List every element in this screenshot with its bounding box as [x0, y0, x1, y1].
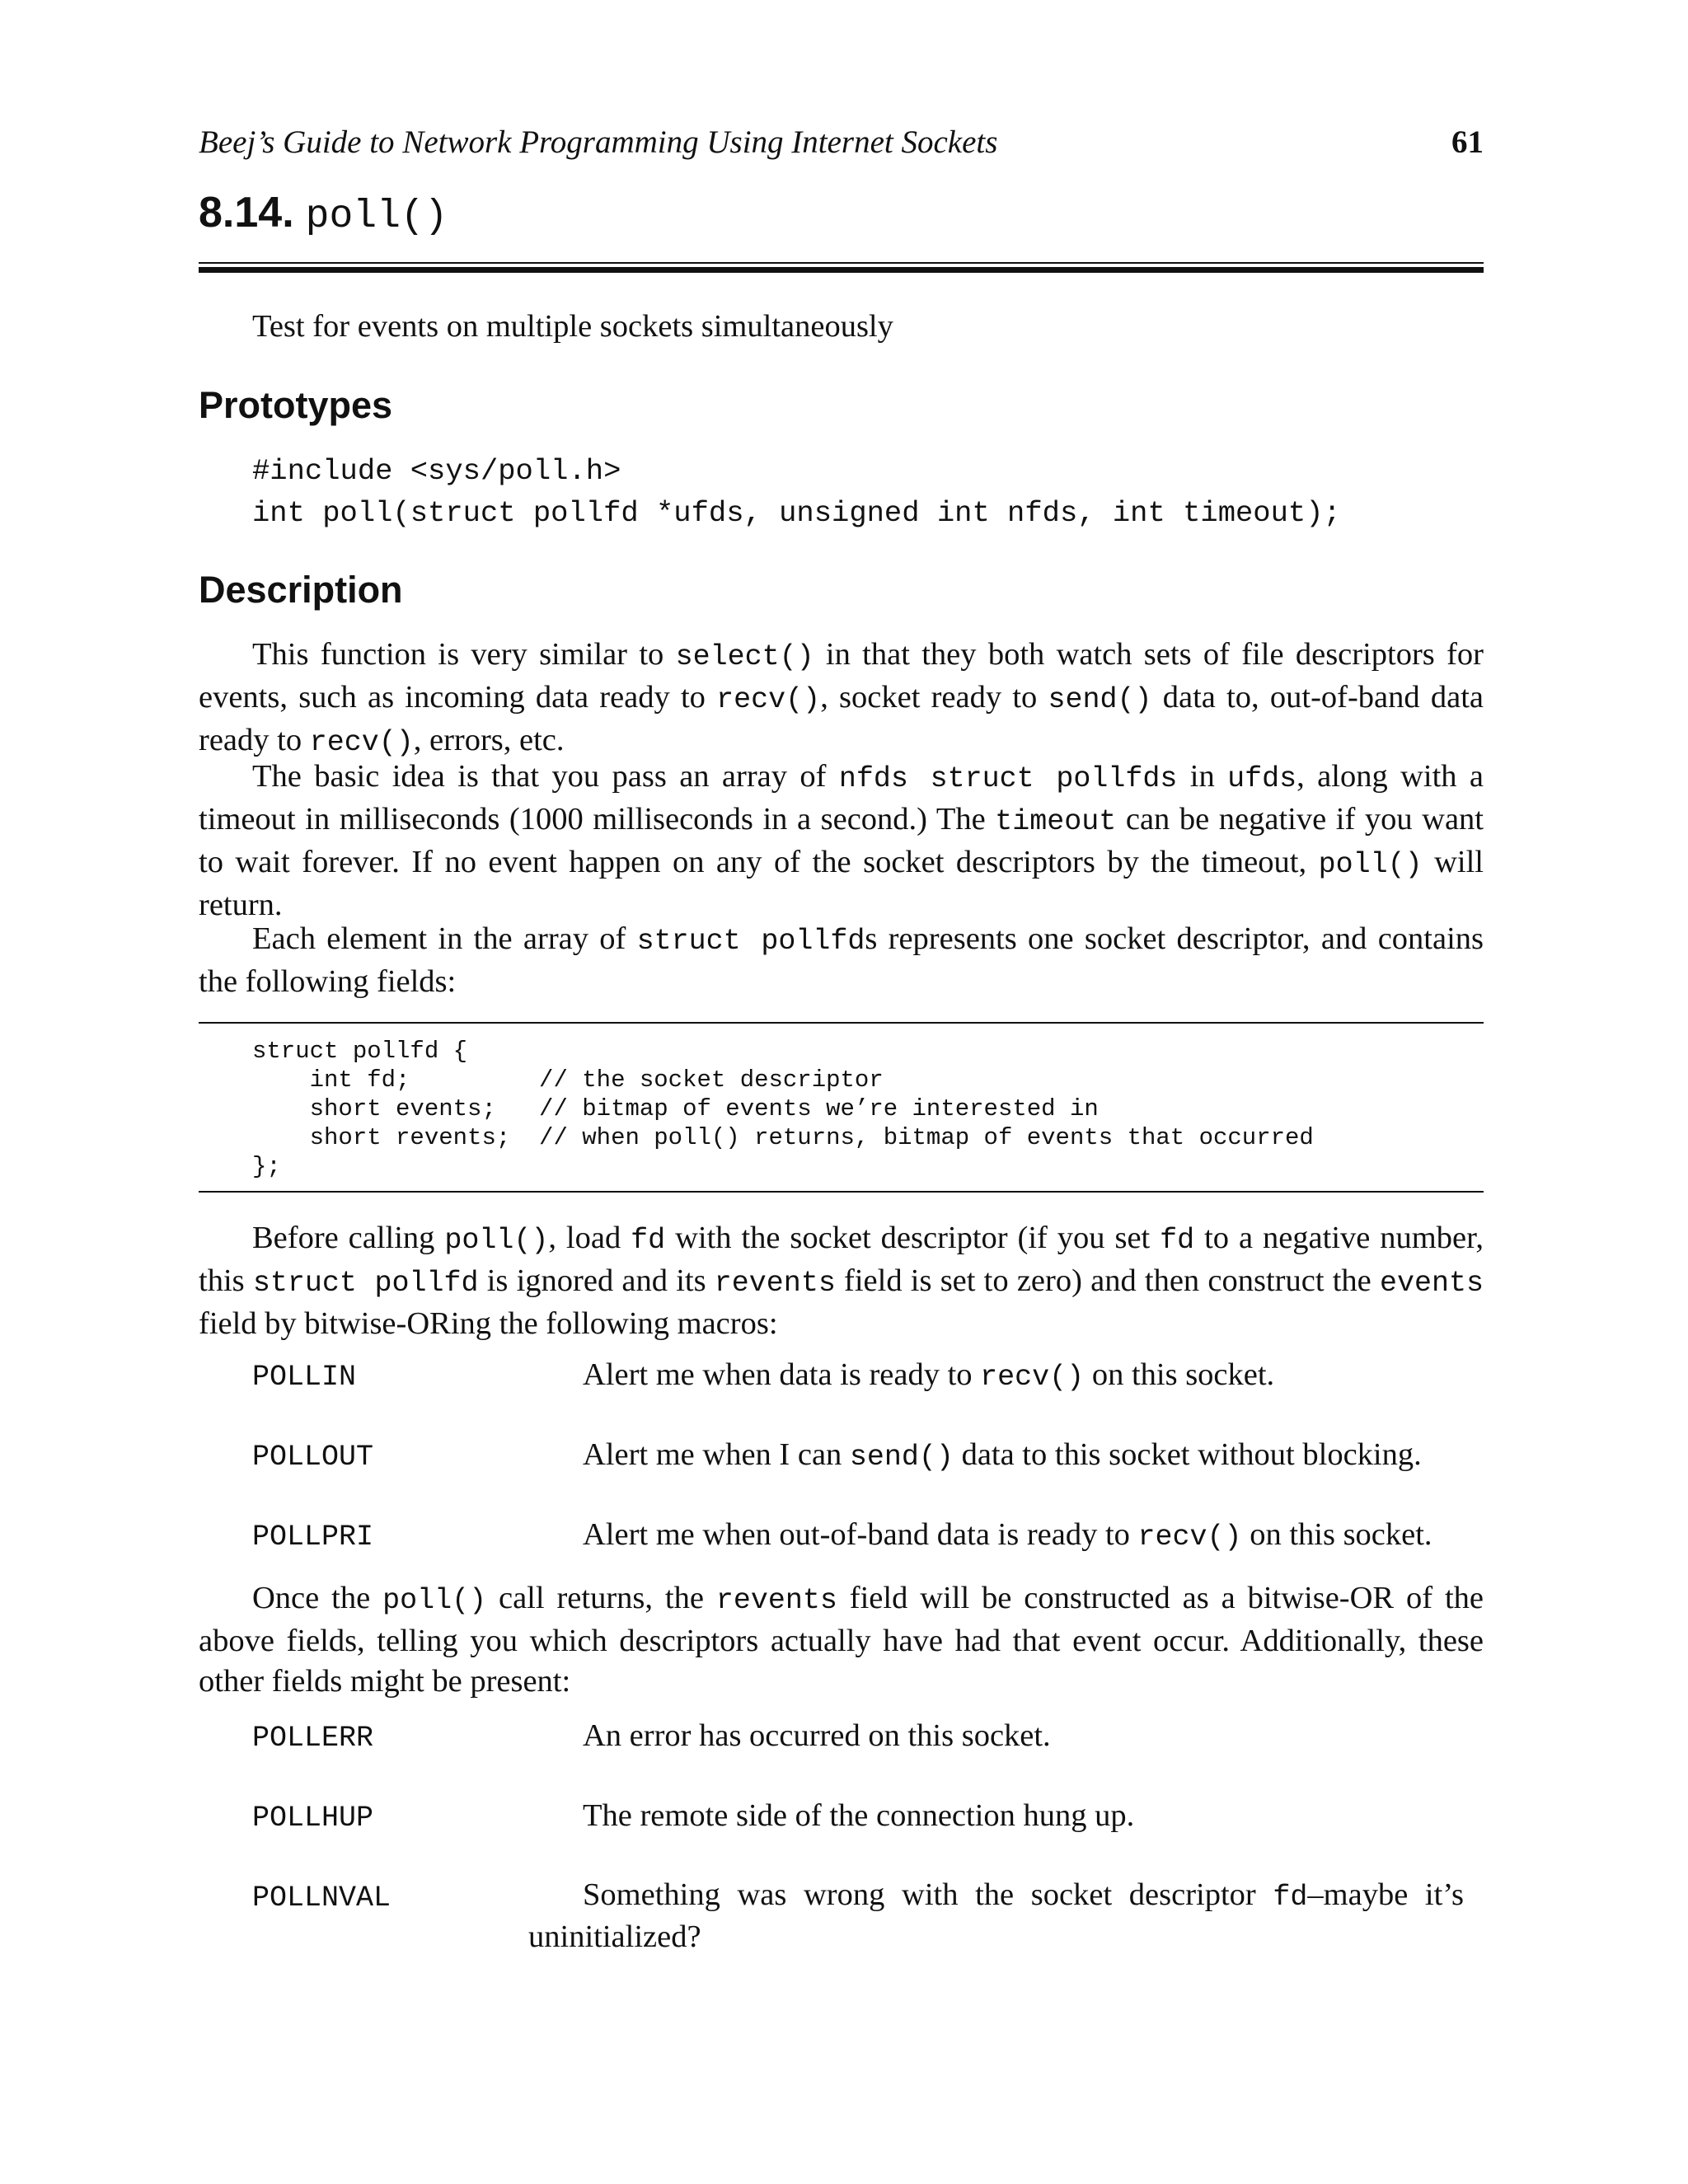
field-name-pollnval: POLLNVAL [252, 1882, 392, 1915]
code-block-top-rule [199, 1022, 1484, 1024]
prototype-line-include: #include <sys/poll.h> [252, 454, 621, 488]
page-number: 61 [1451, 124, 1484, 160]
description-paragraph-3: Each element in the array of struct pollfds represents one socket descriptor, and contains the following fields: [199, 921, 1484, 999]
section-title-code: poll() [305, 194, 448, 239]
heading-rule-thin [199, 262, 1484, 264]
macro-desc-pollin: Alert me when data is ready to recv() on this socket. [583, 1357, 1275, 1394]
prototype-line-poll: int poll(struct pollfd *ufds, unsigned int nfds, int timeout); [252, 496, 1341, 530]
field-desc-pollerr: An error has occurred on this socket. [583, 1718, 1051, 1753]
running-title: Beej’s Guide to Network Programming Using Internet Sockets [199, 124, 998, 160]
prototypes-heading: Prototypes [199, 384, 393, 426]
description-paragraph-1: This function is very similar to select() in that they both watch sets of file descriptors for events, such as incoming data ready to recv(), socket ready to send() data to, out-of-band data ready to recv(), errors, etc. [199, 637, 1484, 759]
macro-name-pollin: POLLIN [252, 1361, 357, 1394]
description-paragraph-5: Once the poll() call returns, the revents field will be constructed as a bitwise-OR of the above fields, telling you which descriptors actually have had that event occur. Additionally, these other fields might be present: [199, 1581, 1484, 1699]
code-block-bottom-rule [199, 1191, 1484, 1193]
macro-name-pollpri: POLLPRI [252, 1521, 374, 1554]
description-paragraph-2: The basic idea is that you pass an array of nfds struct pollfds in ufds, along with a timeout in milliseconds (1000 milliseconds in a second.) The timeout can be negative if you want to wait forever. If no event happen on any of the socket descriptors by the timeout, poll() will return. [199, 759, 1484, 922]
field-name-pollerr: POLLERR [252, 1722, 374, 1755]
field-name-pollhup: POLLHUP [252, 1802, 374, 1835]
description-paragraph-4: Before calling poll(), load fd with the socket descriptor (if you set fd to a negative number, this struct pollfd is ignored and its revents field is set to zero) and then construct the events field by bitwise-ORing the following macros: [199, 1221, 1484, 1341]
heading-rule-thick [199, 267, 1484, 273]
section-number: 8.14. [199, 189, 294, 237]
pollfd-struct-code: struct pollfd { int fd; // the socket descriptor short events; // bitmap of events we’re interested in short revents; // when poll() returns, bitmap of events that occurred }; [252, 1038, 1314, 1180]
macro-desc-pollpri: Alert me when out-of-band data is ready to recv() on this socket. [583, 1517, 1432, 1554]
macro-desc-pollout: Alert me when I can send() data to this socket without blocking. [583, 1437, 1422, 1474]
macro-name-pollout: POLLOUT [252, 1441, 374, 1474]
field-desc-pollnval: Something was wrong with the socket descriptor fd–maybe it’s uninitialized? [528, 1877, 1464, 1954]
section-heading [199, 188, 448, 239]
field-desc-pollhup: The remote side of the connection hung up. [583, 1798, 1135, 1833]
description-heading: Description [199, 569, 403, 611]
summary-text: Test for events on multiple sockets simultaneously [252, 309, 893, 344]
